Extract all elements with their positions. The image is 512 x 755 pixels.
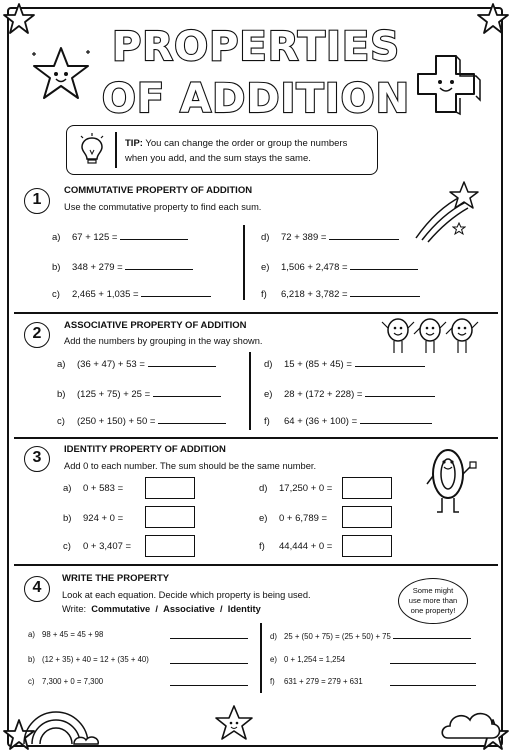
column-divider — [249, 352, 251, 430]
speech-bubble: Some might use more than one property! — [398, 578, 468, 624]
write-label: Write: — [62, 604, 87, 614]
question-item: b) 924 + 0 = — [63, 513, 124, 524]
question-item: f) 64 + (36 + 100) = — [264, 415, 432, 427]
section-heading: IDENTITY PROPERTY OF ADDITION — [64, 444, 226, 455]
lightbulb-icon — [79, 133, 105, 167]
tip-line2: when you add, and the sum stays the same. — [125, 153, 311, 164]
tip-box — [66, 125, 378, 175]
cloud-icon — [440, 706, 502, 742]
section-number: 3 — [24, 446, 50, 472]
question-item: f) 6,218 + 3,782 = — [261, 288, 420, 300]
plus-character-icon — [412, 50, 482, 120]
option-identity: Identity — [227, 604, 261, 614]
answer-line[interactable] — [393, 630, 471, 639]
answer-line[interactable] — [365, 388, 435, 397]
answer-line[interactable] — [120, 231, 188, 240]
answer-line[interactable] — [350, 261, 418, 270]
section-divider — [14, 564, 498, 566]
rainbow-icon — [14, 700, 104, 746]
answer-line[interactable] — [390, 655, 476, 664]
smiley-faces-icon — [378, 316, 482, 356]
answer-line[interactable] — [350, 288, 420, 297]
answer-line[interactable] — [360, 415, 432, 424]
question-item: c) 7,300 + 0 = 7,300 — [28, 677, 104, 686]
write-options — [62, 604, 261, 614]
question-item: a) 67 + 125 = — [52, 231, 188, 243]
answer-line[interactable] — [170, 655, 248, 664]
shooting-star-icon — [410, 178, 482, 244]
question-item: c) 2,465 + 1,035 = — [52, 288, 211, 300]
answer-box[interactable] — [342, 477, 392, 499]
section-heading: WRITE THE PROPERTY — [62, 573, 170, 584]
column-divider — [243, 225, 245, 300]
page-title-line2: OF ADDITION — [101, 76, 411, 122]
section-heading: COMMUTATIVE PROPERTY OF ADDITION — [64, 185, 253, 196]
column-divider — [260, 623, 262, 693]
tip-label: TIP: — [125, 138, 143, 149]
question-item: a) 98 + 45 = 45 + 98 — [28, 630, 104, 639]
question-item: b) (12 + 35) + 40 = 12 + (35 + 40) — [28, 655, 149, 664]
smiling-star-icon — [28, 44, 94, 106]
section-heading: ASSOCIATIVE PROPERTY OF ADDITION — [64, 320, 247, 331]
answer-line[interactable] — [329, 231, 399, 240]
tip-line1: You can change the order or group the numbers — [145, 138, 348, 149]
section-number: 1 — [24, 188, 50, 214]
option-separator: / — [155, 604, 158, 614]
question-item: d) 72 + 389 = — [261, 231, 399, 243]
tip-text — [125, 136, 375, 166]
question-item: d) 17,250 + 0 = — [259, 483, 333, 494]
answer-box[interactable] — [145, 477, 195, 499]
small-star-icon — [452, 222, 466, 236]
tip-divider — [115, 132, 117, 168]
section-divider — [14, 312, 498, 314]
section-instruction: Look at each equation. Decide which property is being used. — [62, 590, 311, 600]
section-instruction: Use the commutative property to find each sum. — [64, 202, 262, 212]
question-item: b) (125 + 75) + 25 = — [57, 388, 221, 400]
answer-line[interactable] — [355, 358, 425, 367]
option-associative: Associative — [163, 604, 215, 614]
answer-line[interactable] — [148, 358, 216, 367]
zero-character-icon — [420, 440, 486, 518]
question-item: f) 44,444 + 0 = — [259, 541, 333, 552]
answer-line[interactable] — [141, 288, 211, 297]
question-item: a) (36 + 47) + 53 = — [57, 358, 216, 370]
question-item: e) 28 + (172 + 228) = — [264, 388, 435, 400]
answer-line[interactable] — [158, 415, 226, 424]
answer-box[interactable] — [145, 506, 195, 528]
question-item: e) 0 + 1,254 = 1,254 — [270, 655, 346, 664]
question-item: e) 1,506 + 2,478 = — [261, 261, 418, 273]
answer-line[interactable] — [153, 388, 221, 397]
answer-line[interactable] — [170, 677, 248, 686]
section-instruction: Add 0 to each number. The sum should be the same number. — [64, 461, 317, 471]
question-item: b) 348 + 279 = — [52, 261, 193, 273]
question-item: c) (250 + 150) + 50 = — [57, 415, 226, 427]
smiling-star-icon — [214, 704, 254, 742]
section-number: 4 — [24, 576, 50, 602]
option-commutative: Commutative — [91, 604, 151, 614]
question-item: c) 0 + 3,407 = — [63, 541, 132, 552]
question-item: f) 631 + 279 = 279 + 631 — [270, 677, 363, 686]
answer-box[interactable] — [342, 506, 392, 528]
question-item: a) 0 + 583 = — [63, 483, 124, 494]
section-instruction: Add the numbers by grouping in the way shown. — [64, 336, 263, 346]
page-title-line1: PROPERTIES — [111, 24, 401, 70]
question-item: d) 25 + (50 + 75) = (25 + 50) + 75 — [270, 630, 471, 641]
answer-line[interactable] — [390, 677, 476, 686]
option-separator: / — [219, 604, 223, 614]
section-divider — [14, 437, 498, 439]
answer-line[interactable] — [170, 630, 248, 639]
question-item: d) 15 + (85 + 45) = — [264, 358, 425, 370]
question-item: e) 0 + 6,789 = — [259, 513, 328, 524]
answer-box[interactable] — [145, 535, 195, 557]
answer-box[interactable] — [342, 535, 392, 557]
section-number: 2 — [24, 322, 50, 348]
answer-line[interactable] — [125, 261, 193, 270]
